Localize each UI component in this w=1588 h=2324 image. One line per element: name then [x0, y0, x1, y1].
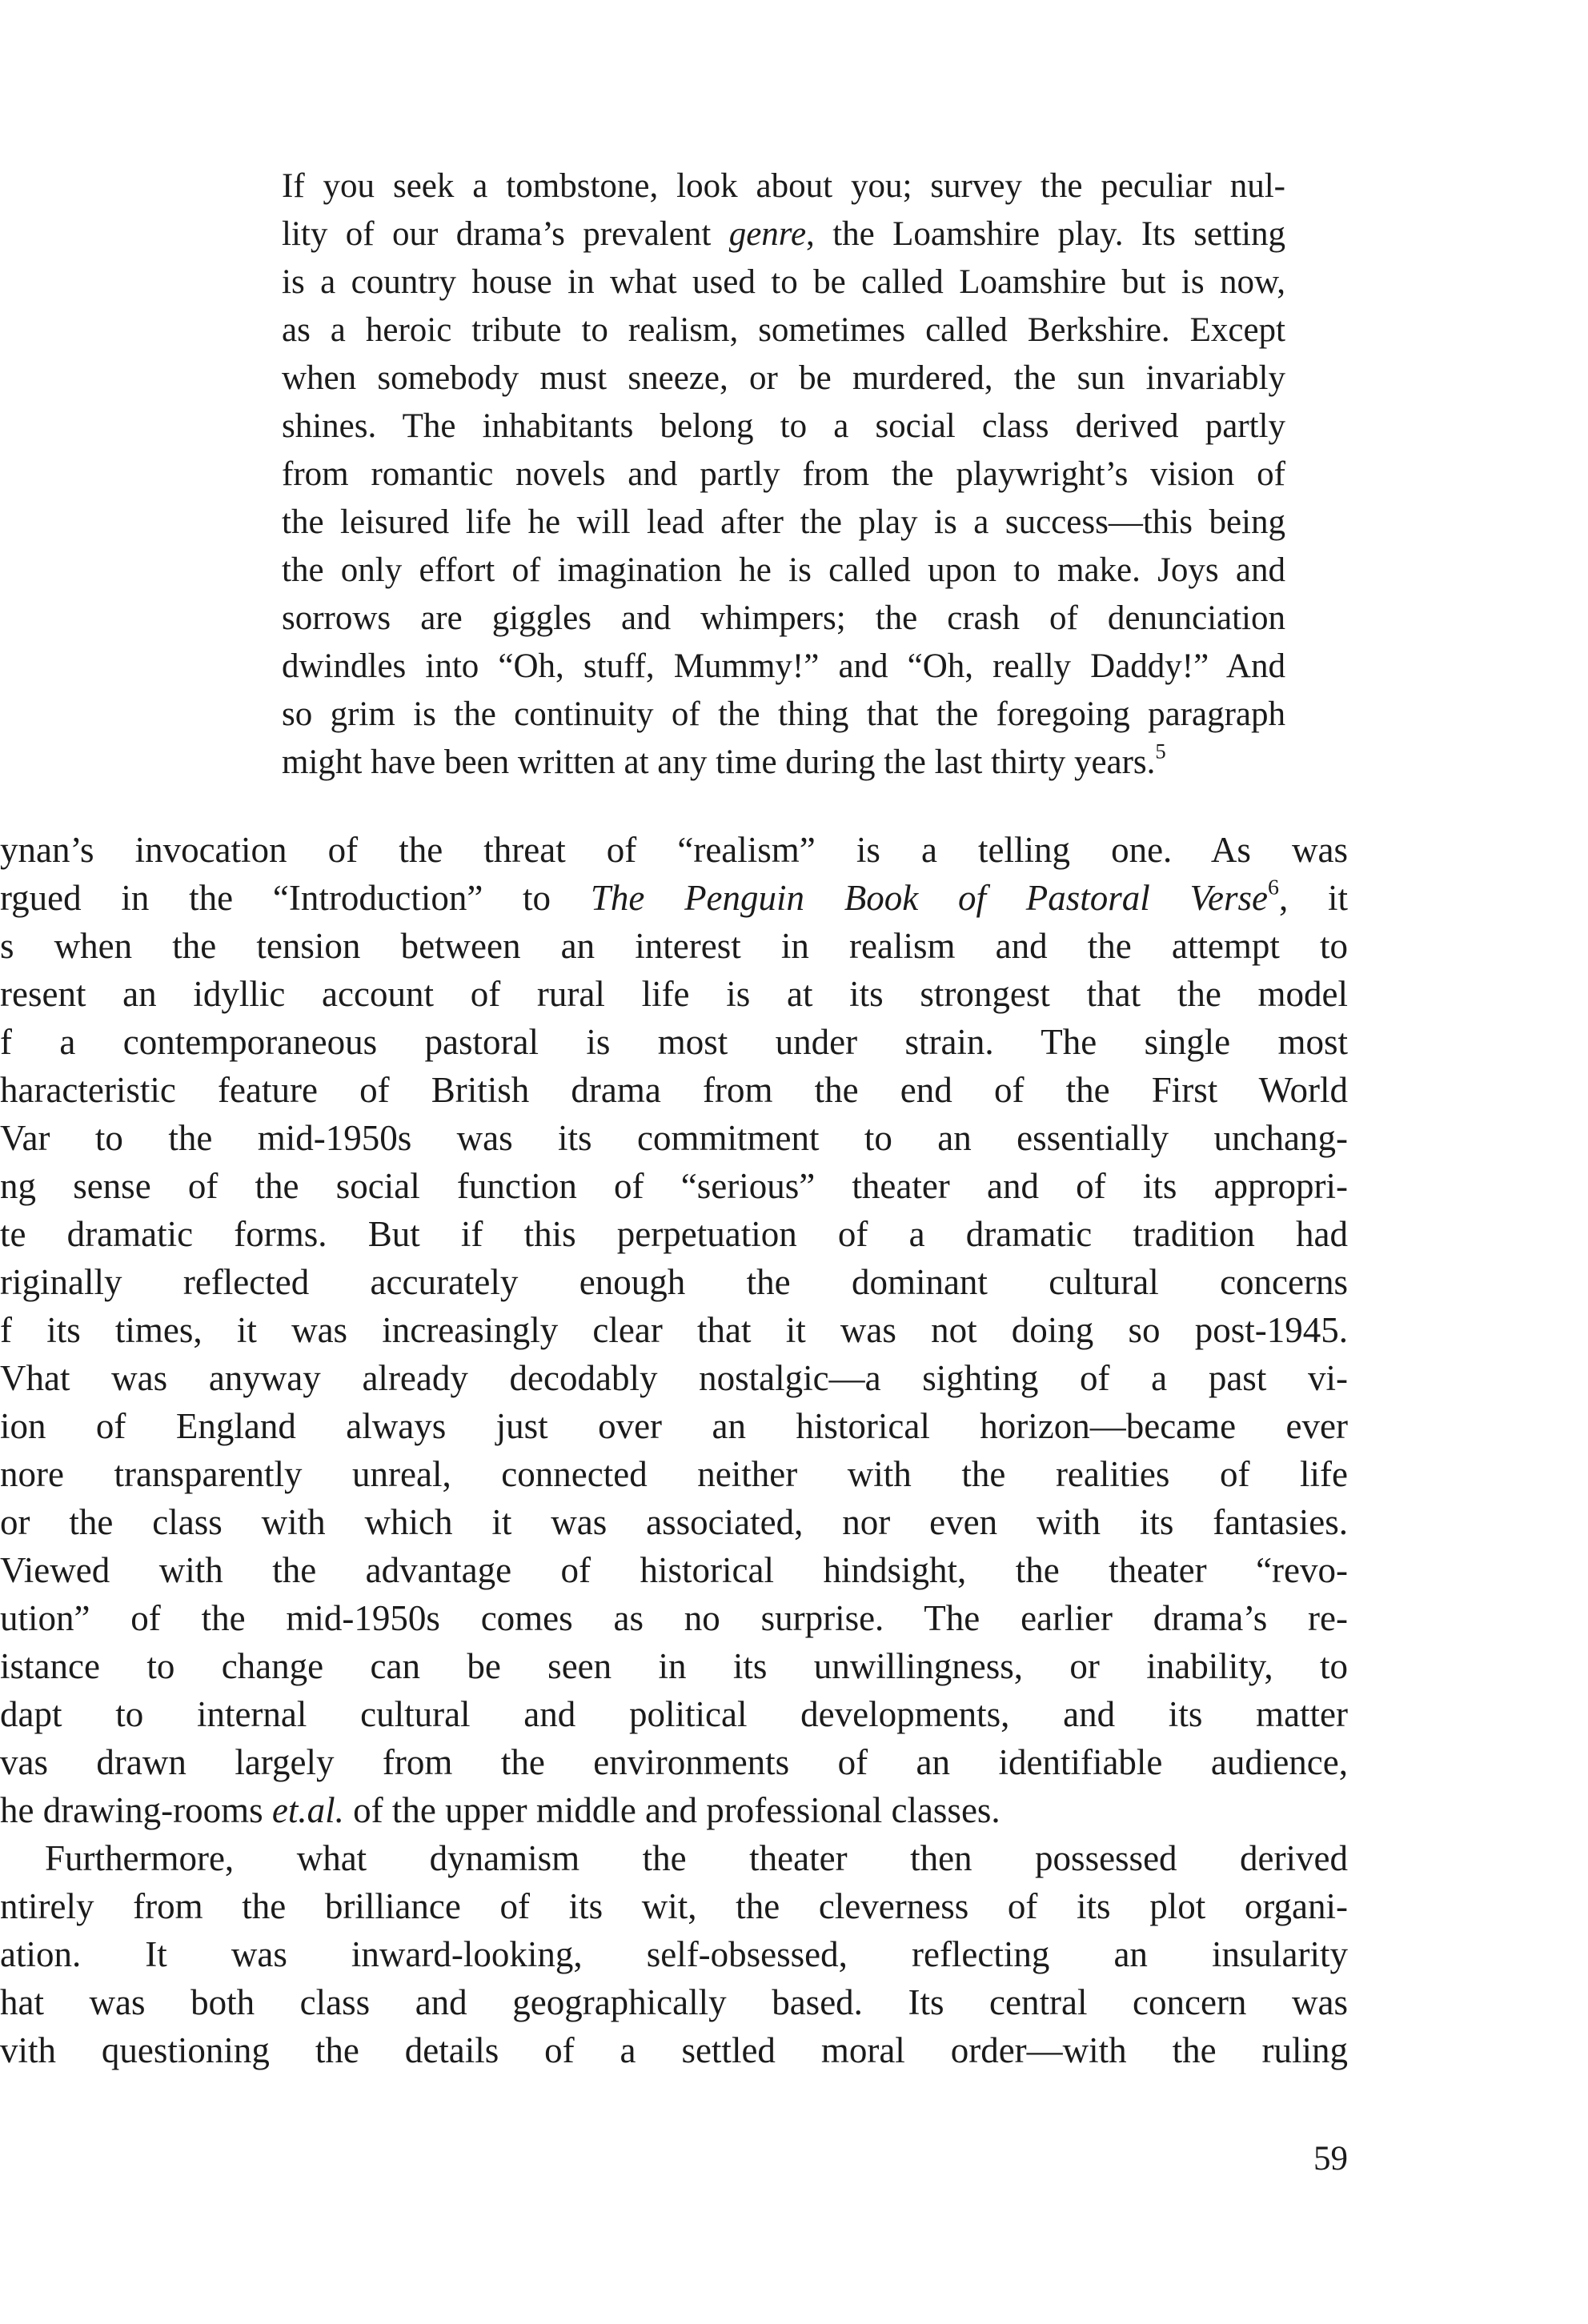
body-line: vith questioning the details of a settled moral order—with the ruling — [0, 2030, 1348, 2070]
body-line: or the class with which it was associated, nor even with its fantasies. — [0, 1502, 1348, 1542]
body-line: nore transparently unreal, connected neither with the realities of life — [0, 1454, 1348, 1494]
body-text — [0, 826, 1348, 2074]
body-line: vas drawn largely from the environments of an identifiable audience, — [0, 1742, 1348, 1782]
body-line — [0, 1786, 1348, 1834]
body-line: riginally reflected accurately enough the dominant cultural concerns — [0, 1262, 1348, 1302]
body-line: hat was both class and geographically based. Its central concern was — [0, 1982, 1348, 2022]
block-quote — [282, 162, 1285, 787]
quote-line: shines. The inhabitants belong to a social class derived partly — [282, 407, 1285, 445]
body-line: f a contemporaneous pastoral is most under strain. The single most — [0, 1022, 1348, 1062]
quote-line: the only effort of imagination he is called upon to make. Joys and — [282, 551, 1285, 589]
quote-text: lity of our drama’s prevalent — [282, 215, 729, 253]
quote-line: when somebody must sneeze, or be murdered, the sun invariably — [282, 359, 1285, 397]
body-line: Viewed with the advantage of historical hindsight, the theater “revo- — [0, 1550, 1348, 1590]
body-text-span: rgued in the “Introduction” to — [0, 878, 591, 918]
body-text-span: he drawing-rooms — [0, 1790, 272, 1830]
body-line: s when the tension between an interest in realism and the attempt to — [0, 926, 1348, 966]
page-number: 59 — [1313, 2140, 1348, 2178]
body-line: ation. It was inward-looking, self-obsessed, reflecting an insularity — [0, 1934, 1348, 1974]
quote-line — [282, 210, 1285, 258]
quote-line: sorrows are giggles and whimpers; the crash of denunciation — [282, 599, 1285, 637]
body-line: Vhat was anyway already decodably nostalgic—a sighting of a past vi- — [0, 1358, 1348, 1398]
body-line: Furthermore, what dynamism the theater then possessed derived — [45, 1838, 1348, 1878]
quote-text: , the Loamshire play. Its setting — [806, 215, 1285, 253]
body-line: ng sense of the social function of “serious” theater and of its appropri- — [0, 1166, 1348, 1206]
quote-line: dwindles into “Oh, stuff, Mummy!” and “Oh, really Daddy!” And — [282, 647, 1285, 685]
body-line: ntirely from the brilliance of its wit, the cleverness of its plot organi- — [0, 1886, 1348, 1926]
quote-text: might have been written at any time during the last thirty years. — [282, 743, 1156, 781]
body-line: ion of England always just over an historical horizon—became ever — [0, 1406, 1348, 1446]
body-text-span: , it — [1278, 878, 1348, 918]
body-line: f its times, it was increasingly clear that it was not doing so post-1945. — [0, 1310, 1348, 1350]
quote-line: the leisured life he will lead after the play is a success—this being — [282, 503, 1285, 541]
footnote-marker: 6 — [1268, 875, 1279, 900]
body-line: dapt to internal cultural and political developments, and its matter — [0, 1694, 1348, 1734]
body-line — [0, 874, 1348, 922]
body-text-span: of the upper middle and professional classes. — [343, 1790, 1001, 1830]
body-line: resent an idyllic account of rural life is at its strongest that the model — [0, 974, 1348, 1014]
body-line: haracteristic feature of British drama from the end of the First World — [0, 1070, 1348, 1110]
footnote-marker: 5 — [1155, 739, 1166, 763]
quote-line: from romantic novels and partly from the playwright’s vision of — [282, 455, 1285, 493]
body-line: ution” of the mid-1950s comes as no surprise. The earlier drama’s re- — [0, 1598, 1348, 1638]
body-line: ynan’s invocation of the threat of “realism” is a telling one. As was — [0, 830, 1348, 870]
body-line: istance to change can be seen in its unwillingness, or inability, to — [0, 1646, 1348, 1686]
body-line: Var to the mid-1950s was its commitment to an essentially unchang- — [0, 1118, 1348, 1158]
book-title: The Penguin Book of Pastoral Verse — [590, 878, 1269, 918]
body-line: te dramatic forms. But if this perpetuation of a dramatic tradition had — [0, 1214, 1348, 1254]
quote-line: If you seek a tombstone, look about you; survey the peculiar nul- — [282, 167, 1285, 205]
quote-line: is a country house in what used to be called Loamshire but is now, — [282, 263, 1285, 301]
quote-line: as a heroic tribute to realism, sometimes called Berkshire. Except — [282, 311, 1285, 349]
quote-line — [282, 739, 1285, 787]
quote-italic: genre — [728, 215, 807, 253]
quote-line: so grim is the continuity of the thing that the foregoing paragraph — [282, 695, 1285, 733]
body-italic: et.al. — [271, 1790, 344, 1830]
